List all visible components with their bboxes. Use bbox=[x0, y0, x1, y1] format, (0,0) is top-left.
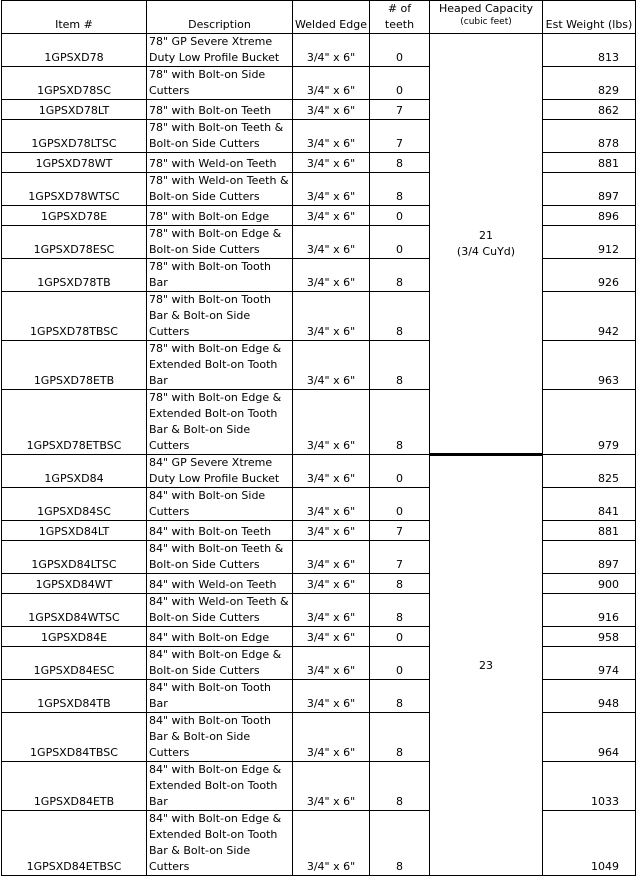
description: 84" with Weld-on Teeth bbox=[147, 574, 293, 594]
item-number: 1GPSXD78 bbox=[2, 34, 147, 67]
welded-edge: 3/4" x 6" bbox=[293, 594, 370, 627]
description: 84" with Bolt-on Edge & Bolt-on Side Cutters bbox=[147, 647, 293, 680]
item-number: 1GPSXD84SC bbox=[2, 488, 147, 521]
item-number: 1GPSXD84TBSC bbox=[2, 713, 147, 762]
teeth-count: 7 bbox=[370, 100, 430, 120]
description: 78" with Bolt-on Tooth Bar & Bolt-on Side Cutters bbox=[147, 292, 293, 341]
header-capacity-subtitle: (cubic feet) bbox=[460, 17, 512, 27]
description: 78" with Bolt-on Teeth bbox=[147, 100, 293, 120]
description: 84" with Bolt-on Teeth & Bolt-on Side Cutters bbox=[147, 541, 293, 574]
description: 78" with Weld-on Teeth bbox=[147, 153, 293, 173]
teeth-count: 0 bbox=[370, 488, 430, 521]
description: 78" with Bolt-on Edge bbox=[147, 206, 293, 226]
description: 78" GP Severe Xtreme Duty Low Profile Bucket bbox=[147, 34, 293, 67]
teeth-count: 8 bbox=[370, 594, 430, 627]
item-number: 1GPSXD78LTSC bbox=[2, 120, 147, 153]
teeth-count: 8 bbox=[370, 341, 430, 390]
item-number: 1GPSXD78LT bbox=[2, 100, 147, 120]
table-row bbox=[2, 34, 636, 67]
teeth-count: 8 bbox=[370, 762, 430, 811]
est-weight: 974 bbox=[543, 647, 636, 680]
description: 84" GP Severe Xtreme Duty Low Profile Bucket bbox=[147, 455, 293, 488]
item-number: 1GPSXD84WTSC bbox=[2, 594, 147, 627]
description: 78" with Bolt-on Tooth Bar bbox=[147, 259, 293, 292]
header-capacity-title: Heaped Capacity bbox=[438, 2, 534, 15]
table-row bbox=[2, 455, 636, 488]
est-weight: 916 bbox=[543, 594, 636, 627]
est-weight: 942 bbox=[543, 292, 636, 341]
item-number: 1GPSXD84E bbox=[2, 627, 147, 647]
item-number: 1GPSXD84 bbox=[2, 455, 147, 488]
description: 84" with Weld-on Teeth & Bolt-on Side Cutters bbox=[147, 594, 293, 627]
description: 84" with Bolt-on Tooth Bar & Bolt-on Side Cutters bbox=[147, 713, 293, 762]
welded-edge: 3/4" x 6" bbox=[293, 153, 370, 173]
teeth-count: 0 bbox=[370, 455, 430, 488]
welded-edge: 3/4" x 6" bbox=[293, 100, 370, 120]
welded-edge: 3/4" x 6" bbox=[293, 762, 370, 811]
teeth-count: 0 bbox=[370, 627, 430, 647]
est-weight: 964 bbox=[543, 713, 636, 762]
description: 84" with Bolt-on Edge bbox=[147, 627, 293, 647]
teeth-count: 8 bbox=[370, 292, 430, 341]
description: 84" with Bolt-on Teeth bbox=[147, 521, 293, 541]
teeth-count: 8 bbox=[370, 713, 430, 762]
item-number: 1GPSXD78TBSC bbox=[2, 292, 147, 341]
bucket-spec-table bbox=[1, 0, 636, 876]
est-weight: 1033 bbox=[543, 762, 636, 811]
header-weight: Est Weight (lbs) bbox=[543, 1, 636, 34]
est-weight: 841 bbox=[543, 488, 636, 521]
welded-edge: 3/4" x 6" bbox=[293, 541, 370, 574]
teeth-count: 0 bbox=[370, 34, 430, 67]
est-weight: 948 bbox=[543, 680, 636, 713]
welded-edge: 3/4" x 6" bbox=[293, 67, 370, 100]
item-number: 1GPSXD78SC bbox=[2, 67, 147, 100]
teeth-count: 7 bbox=[370, 120, 430, 153]
est-weight: 897 bbox=[543, 541, 636, 574]
welded-edge: 3/4" x 6" bbox=[293, 341, 370, 390]
est-weight: 881 bbox=[543, 153, 636, 173]
welded-edge: 3/4" x 6" bbox=[293, 390, 370, 455]
teeth-count: 0 bbox=[370, 226, 430, 259]
item-number: 1GPSXD84ETBSC bbox=[2, 811, 147, 876]
est-weight: 912 bbox=[543, 226, 636, 259]
heaped-capacity: 21 (3/4 CuYd) bbox=[430, 34, 543, 455]
welded-edge: 3/4" x 6" bbox=[293, 292, 370, 341]
header-capacity bbox=[430, 1, 543, 34]
est-weight: 963 bbox=[543, 341, 636, 390]
welded-edge: 3/4" x 6" bbox=[293, 455, 370, 488]
est-weight: 958 bbox=[543, 627, 636, 647]
est-weight: 926 bbox=[543, 259, 636, 292]
description: 78" with Bolt-on Edge & Extended Bolt-on Tooth Bar & Bolt-on Side Cutters bbox=[147, 390, 293, 455]
est-weight: 897 bbox=[543, 173, 636, 206]
item-number: 1GPSXD84ESC bbox=[2, 647, 147, 680]
item-number: 1GPSXD78E bbox=[2, 206, 147, 226]
description: 78" with Bolt-on Edge & Bolt-on Side Cutters bbox=[147, 226, 293, 259]
item-number: 1GPSXD78WTSC bbox=[2, 173, 147, 206]
header-description: Description bbox=[147, 1, 293, 34]
header-welded-edge: Welded Edge bbox=[293, 1, 370, 34]
welded-edge: 3/4" x 6" bbox=[293, 259, 370, 292]
est-weight: 896 bbox=[543, 206, 636, 226]
est-weight: 1049 bbox=[543, 811, 636, 876]
header-row bbox=[2, 1, 636, 34]
welded-edge: 3/4" x 6" bbox=[293, 488, 370, 521]
welded-edge: 3/4" x 6" bbox=[293, 521, 370, 541]
description: 84" with Bolt-on Tooth Bar bbox=[147, 680, 293, 713]
est-weight: 862 bbox=[543, 100, 636, 120]
welded-edge: 3/4" x 6" bbox=[293, 713, 370, 762]
item-number: 1GPSXD78ESC bbox=[2, 226, 147, 259]
header-item: Item # bbox=[2, 1, 147, 34]
welded-edge: 3/4" x 6" bbox=[293, 173, 370, 206]
description: 84" with Bolt-on Edge & Extended Bolt-on Tooth Bar bbox=[147, 762, 293, 811]
welded-edge: 3/4" x 6" bbox=[293, 206, 370, 226]
description: 84" with Bolt-on Side Cutters bbox=[147, 488, 293, 521]
description: 84" with Bolt-on Edge & Extended Bolt-on Tooth Bar & Bolt-on Side Cutters bbox=[147, 811, 293, 876]
description: 78" with Weld-on Teeth & Bolt-on Side Cutters bbox=[147, 173, 293, 206]
welded-edge: 3/4" x 6" bbox=[293, 647, 370, 680]
est-weight: 878 bbox=[543, 120, 636, 153]
teeth-count: 8 bbox=[370, 153, 430, 173]
description: 78" with Bolt-on Side Cutters bbox=[147, 67, 293, 100]
welded-edge: 3/4" x 6" bbox=[293, 34, 370, 67]
item-number: 1GPSXD84ETB bbox=[2, 762, 147, 811]
item-number: 1GPSXD84LT bbox=[2, 521, 147, 541]
teeth-count: 7 bbox=[370, 541, 430, 574]
table-body bbox=[2, 34, 636, 876]
header-teeth: # of teeth bbox=[370, 1, 430, 34]
description: 78" with Bolt-on Edge & Extended Bolt-on Tooth Bar bbox=[147, 341, 293, 390]
teeth-count: 0 bbox=[370, 67, 430, 100]
description: 78" with Bolt-on Teeth & Bolt-on Side Cutters bbox=[147, 120, 293, 153]
teeth-count: 8 bbox=[370, 680, 430, 713]
item-number: 1GPSXD78TB bbox=[2, 259, 147, 292]
item-number: 1GPSXD84TB bbox=[2, 680, 147, 713]
item-number: 1GPSXD78WT bbox=[2, 153, 147, 173]
teeth-count: 8 bbox=[370, 390, 430, 455]
teeth-count: 8 bbox=[370, 259, 430, 292]
item-number: 1GPSXD84LTSC bbox=[2, 541, 147, 574]
est-weight: 881 bbox=[543, 521, 636, 541]
teeth-count: 8 bbox=[370, 811, 430, 876]
welded-edge: 3/4" x 6" bbox=[293, 811, 370, 876]
teeth-count: 7 bbox=[370, 521, 430, 541]
est-weight: 825 bbox=[543, 455, 636, 488]
teeth-count: 0 bbox=[370, 206, 430, 226]
welded-edge: 3/4" x 6" bbox=[293, 627, 370, 647]
welded-edge: 3/4" x 6" bbox=[293, 226, 370, 259]
welded-edge: 3/4" x 6" bbox=[293, 120, 370, 153]
est-weight: 829 bbox=[543, 67, 636, 100]
item-number: 1GPSXD78ETBSC bbox=[2, 390, 147, 455]
welded-edge: 3/4" x 6" bbox=[293, 574, 370, 594]
heaped-capacity: 23 bbox=[430, 455, 543, 876]
est-weight: 900 bbox=[543, 574, 636, 594]
teeth-count: 8 bbox=[370, 173, 430, 206]
teeth-count: 8 bbox=[370, 574, 430, 594]
teeth-count: 0 bbox=[370, 647, 430, 680]
welded-edge: 3/4" x 6" bbox=[293, 680, 370, 713]
item-number: 1GPSXD84WT bbox=[2, 574, 147, 594]
item-number: 1GPSXD78ETB bbox=[2, 341, 147, 390]
est-weight: 979 bbox=[543, 390, 636, 455]
est-weight: 813 bbox=[543, 34, 636, 67]
